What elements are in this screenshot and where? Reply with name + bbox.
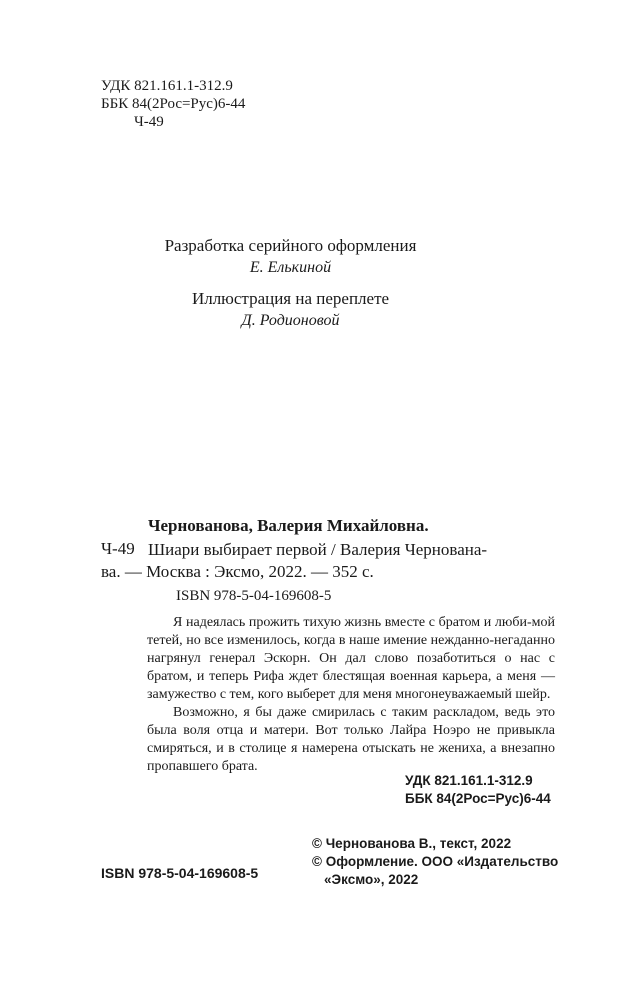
classification-block-top xyxy=(101,77,245,131)
classification-block-bottom xyxy=(405,772,551,808)
copyright-text: © Чернованова В., текст, 2022 xyxy=(312,836,512,851)
copyright-design-line2: «Эксмо», 2022 xyxy=(324,872,419,887)
series-design-name: Е. Елькиной xyxy=(249,259,332,276)
record-description-line2: ва. — Москва : Эксмо, 2022. — 352 с. xyxy=(101,562,374,581)
record-author: Чернованова, Валерия Михайловна. xyxy=(148,516,429,535)
series-design-role: Разработка серийного оформления xyxy=(164,236,417,255)
series-design-credit xyxy=(0,235,619,279)
record-description-line1: Шиари выбирает первой / Валерия Чернована- xyxy=(148,540,488,559)
cover-illustration-role: Иллюстрация на переплете xyxy=(191,289,390,308)
copyright-block xyxy=(312,835,558,889)
bbk-code-bottom: ББК 84(2Рос=Рус)6-44 xyxy=(405,791,551,806)
record-isbn: ISBN 978-5-04-169608-5 xyxy=(176,588,332,604)
udk-code: УДК 821.161.1-312.9 xyxy=(101,78,233,94)
cover-illustration-credit xyxy=(0,288,619,332)
bbk-code: ББК 84(2Рос=Рус)6-44 xyxy=(101,96,246,112)
author-mark: Ч-49 xyxy=(134,114,164,130)
record-author-mark: Ч-49 xyxy=(101,539,135,558)
abstract-paragraph-2: Возможно, я бы даже смирилась с таким раскладом, ведь это была воля отца и матери. Вот только Лайра Ноэро не привыкла смиряться, и в столице я намерена отыскать не жениха, а внезапно пропавшего брата. xyxy=(147,705,555,774)
copyright-design-line1: © Оформление. ООО «Издательство xyxy=(312,854,559,869)
udk-code-bottom: УДК 821.161.1-312.9 xyxy=(405,773,533,788)
book-abstract xyxy=(147,614,555,776)
abstract-paragraph-1: Я надеялась прожить тихую жизнь вместе с братом и люби-мой тетей, но все изменилось, когда в наше имение нежданно-негаданно нагрянул генерал Эскорн. Он дал слово позаботиться о нас с братом, и теперь Рифа ждет блестящая военная карьера, а меня — замужество с тем, кого выберет для меня многонеуважаемый шейр. xyxy=(147,615,555,702)
isbn-bottom: ISBN 978-5-04-169608-5 xyxy=(101,865,259,881)
cover-illustration-name: Д. Родионовой xyxy=(241,312,340,329)
